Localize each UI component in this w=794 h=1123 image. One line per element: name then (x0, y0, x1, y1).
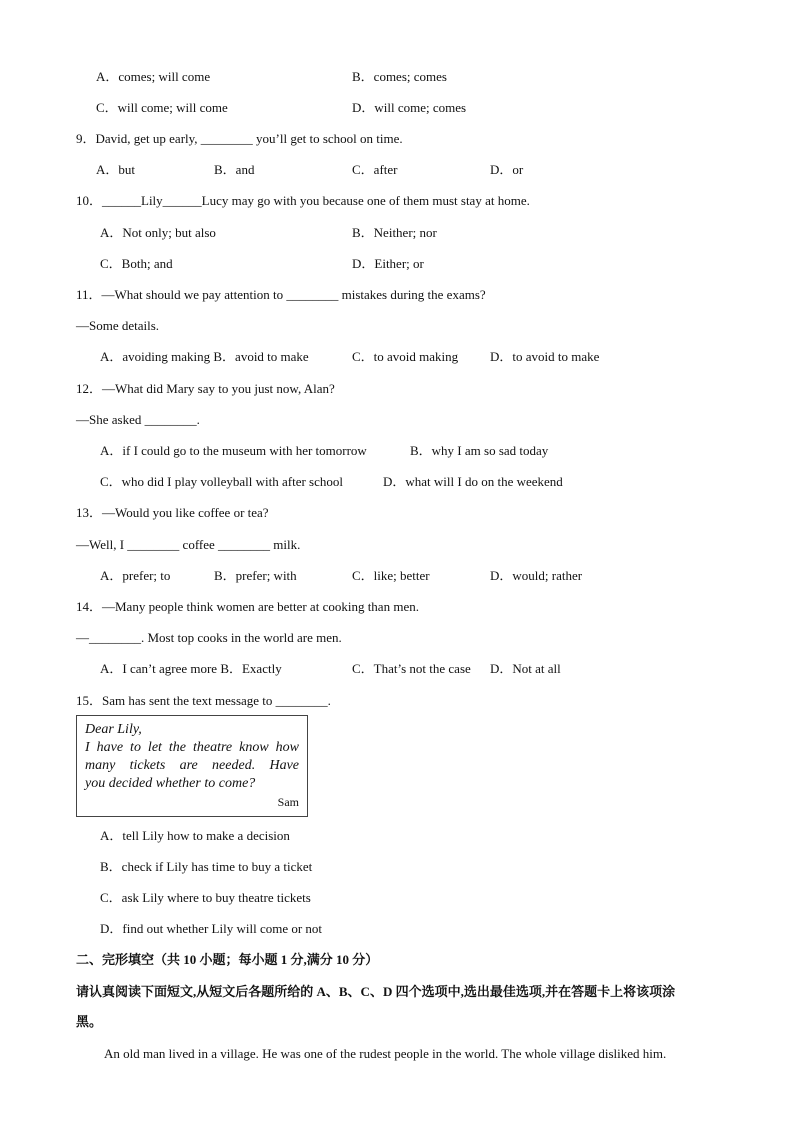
text-line: 请认真阅读下面短文,从短文后各题所给的 A、B、C、D 四个选项中,选出最佳选项,并在答题卡上将该项涂 (76, 984, 676, 999)
text-line: B．check if Lily has time to buy a ticket (100, 859, 313, 874)
text-line: D．what will I do on the weekend (383, 474, 563, 489)
text-line: —Some details. (76, 318, 160, 333)
text-message-box (76, 715, 308, 817)
text-line: C．Both; and (100, 256, 173, 271)
text-line: A．but (96, 162, 136, 177)
text-line: 14．—Many people think women are better at cooking than men. (76, 599, 419, 614)
text-line: C．That’s not the case (352, 661, 471, 676)
text-line: —________. Most top cooks in the world are men. (76, 630, 342, 645)
message-signature: Sam (277, 795, 299, 809)
text-line: A．tell Lily how to make a decision (100, 828, 290, 843)
text-line: 12．—What did Mary say to you just now, Alan? (76, 381, 335, 396)
text-line: C．to avoid making (352, 349, 459, 364)
text-line: 10．______Lily______Lucy may go with you because one of them must stay at home. (76, 193, 530, 208)
text-line: 15．Sam has sent the text message to ________. (76, 693, 331, 708)
text-line: A．Not only; but also (100, 225, 216, 240)
text-line: An old man lived in a village. He was one of the rudest people in the world. The whole village disliked him. (104, 1046, 667, 1061)
text-line: D．would; rather (490, 568, 583, 583)
text-line: —She asked ________. (76, 412, 200, 427)
text-line: A．I can’t agree more B．Exactly (100, 661, 282, 676)
text-line: A．avoiding making B．avoid to make (100, 349, 309, 364)
text-line: D．Not at all (490, 661, 561, 676)
text-line: D．to avoid to make (490, 349, 600, 364)
text-line: B．and (214, 162, 255, 177)
text-line: B．comes; comes (352, 69, 447, 84)
text-line: A．if I could go to the museum with her tomorrow (100, 443, 367, 458)
text-line: A．comes; will come (96, 69, 211, 84)
text-line: A．prefer; to (100, 568, 171, 583)
text-line: C．ask Lily where to buy theatre tickets (100, 890, 311, 905)
text-line: —Well, I ________ coffee ________ milk. (76, 537, 301, 552)
text-line: D．will come; comes (352, 100, 467, 115)
text-line: D．or (490, 162, 524, 177)
text-line: 黑。 (76, 1014, 103, 1029)
text-line: C．after (352, 162, 398, 177)
text-line: D．find out whether Lily will come or not (100, 921, 323, 936)
text-line: C．who did I play volleyball with after school (100, 474, 343, 489)
text-line: 9．David, get up early, ________ you’ll get to school on time. (76, 131, 403, 146)
message-body-line-3: you decided whether to come? (85, 776, 256, 791)
message-greeting: Dear Lily, (85, 722, 142, 737)
text-line: C．will come; will come (96, 100, 228, 115)
text-line: B．prefer; with (214, 568, 297, 583)
text-line: 二、完形填空（共 10 小题；每小题 1 分,满分 10 分） (76, 952, 379, 967)
text-line: 13．—Would you like coffee or tea? (76, 505, 269, 520)
text-line: B．Neither; nor (352, 225, 437, 240)
text-line: 11．—What should we pay attention to ________ mistakes during the exams? (76, 287, 486, 302)
message-body-line-2: many tickets are needed. Have (85, 758, 299, 773)
message-body-line-1: I have to let the theatre know how (85, 740, 299, 755)
text-line: B．why I am so sad today (410, 443, 549, 458)
text-line: D．Either; or (352, 256, 424, 271)
text-line: C．like; better (352, 568, 430, 583)
